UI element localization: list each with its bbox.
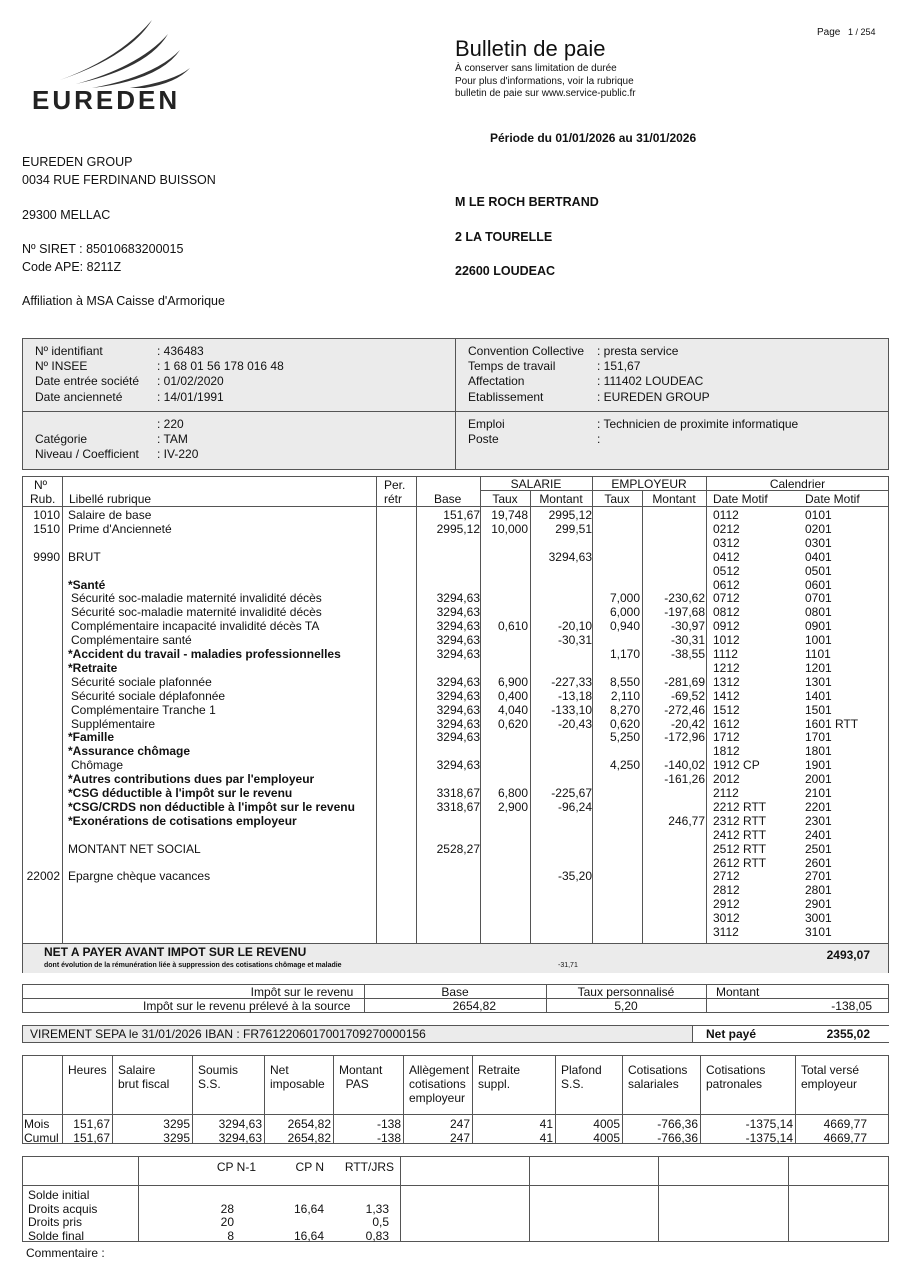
cumuls-header: imposable bbox=[270, 1077, 325, 1091]
calendar-date-1: 0712 bbox=[713, 591, 740, 606]
rubrique-code: 22002 bbox=[26, 869, 60, 884]
info-label: Emploi bbox=[468, 417, 505, 431]
conges-row-label: Droits pris bbox=[28, 1215, 83, 1230]
calendar-date-2: 2401 bbox=[805, 827, 832, 842]
cumuls-header: PAS bbox=[339, 1077, 369, 1091]
calendar-date-2: 2001 bbox=[805, 772, 832, 787]
rubrique-label: Complémentaire incapacité invalidité décès TA bbox=[71, 619, 320, 634]
rubrique-label: *Famille bbox=[68, 730, 115, 745]
cumuls-value: -766,36 bbox=[657, 1117, 698, 1131]
cumuls-header: S.S. bbox=[561, 1077, 584, 1091]
cumuls-value: 3294,63 bbox=[218, 1131, 262, 1145]
cumuls-header: S.S. bbox=[198, 1077, 221, 1091]
calendar-date-2: 2901 bbox=[805, 897, 832, 912]
conges-value: 20 bbox=[220, 1215, 234, 1230]
cumuls-header: suppl. bbox=[478, 1077, 511, 1091]
info-label bbox=[35, 417, 139, 432]
conges-row-label: Solde initial bbox=[28, 1188, 90, 1202]
col-header-taux: Taux bbox=[492, 492, 518, 506]
col-header-calendrier: Calendrier bbox=[769, 477, 826, 491]
cumuls-header: employeur bbox=[801, 1077, 858, 1091]
employeur-montant: -140,02 bbox=[664, 758, 705, 773]
col-header-date-motif: Date Motif bbox=[713, 492, 768, 506]
cumuls-value: 3294,63 bbox=[218, 1117, 262, 1131]
calendar-date-1: 0612 bbox=[713, 577, 740, 592]
employeur-taux: 5,250 bbox=[609, 730, 640, 745]
info-label: Affectation bbox=[468, 374, 525, 389]
cumuls-header: Plafond bbox=[561, 1063, 602, 1077]
employeur-montant: -20,42 bbox=[670, 716, 705, 731]
net-avant-impot-value: 2493,07 bbox=[826, 948, 870, 962]
info-label: Nº INSEE bbox=[35, 359, 88, 374]
cumuls-value: 4005 bbox=[593, 1131, 620, 1145]
employeur-montant: -69,52 bbox=[670, 688, 705, 703]
calendar-date-1: 2912 bbox=[713, 897, 740, 912]
employeur-montant: -30,31 bbox=[670, 633, 705, 648]
employer-line: 0034 RUE FERDINAND BUISSON bbox=[22, 173, 216, 187]
calendar-date-2: 2801 bbox=[805, 883, 832, 898]
base-value: 3294,63 bbox=[436, 591, 480, 606]
employer-line: EUREDEN GROUP bbox=[22, 155, 133, 169]
info-left-values bbox=[157, 344, 284, 405]
impot-header-montant: Montant bbox=[716, 985, 760, 999]
cumuls-header: Heures bbox=[68, 1063, 107, 1077]
company-logo bbox=[30, 18, 200, 113]
commentaire-label: Commentaire : bbox=[26, 1246, 105, 1260]
base-value: 3294,63 bbox=[436, 702, 480, 717]
info-right2-labels bbox=[468, 417, 505, 447]
rubrique-label: Complémentaire Tranche 1 bbox=[71, 702, 216, 717]
conges-value: 16,64 bbox=[293, 1201, 324, 1216]
salarie-taux: 6,900 bbox=[497, 674, 528, 689]
net-avant-impot-label: NET A PAYER AVANT IMPOT SUR LE REVENU bbox=[44, 945, 307, 959]
employeur-taux: 8,270 bbox=[609, 702, 640, 717]
employeur-taux: 6,000 bbox=[609, 605, 640, 620]
info-left2-values bbox=[157, 417, 198, 463]
cumuls-header: Allègement bbox=[409, 1063, 470, 1077]
employeur-montant: -272,46 bbox=[664, 702, 705, 717]
calendar-date-2: 2701 bbox=[805, 869, 832, 884]
calendar-date-1: 2512 RTT bbox=[713, 841, 767, 856]
cumuls-header: Cotisations bbox=[628, 1063, 688, 1077]
cumuls-header: patronales bbox=[706, 1077, 763, 1091]
rubrique-label: Sécurité sociale plafonnée bbox=[71, 674, 212, 689]
salarie-montant: -30,31 bbox=[557, 633, 592, 648]
cumuls-header: Total versé bbox=[801, 1063, 860, 1077]
rubrique-label: Complémentaire santé bbox=[71, 633, 192, 648]
col-header-date-motif-2: Date Motif bbox=[805, 492, 860, 506]
info-value: : bbox=[597, 432, 601, 447]
info-left-labels bbox=[35, 344, 139, 405]
cumuls-value: 2654,82 bbox=[287, 1117, 331, 1131]
info-value: : 1 68 01 56 178 016 48 bbox=[157, 359, 284, 374]
rubrique-label: Prime d'Ancienneté bbox=[68, 521, 172, 536]
salarie-taux: 10,000 bbox=[491, 521, 528, 536]
info-label: Poste bbox=[468, 432, 499, 447]
salarie-taux: 4,040 bbox=[497, 702, 528, 717]
calendar-date-1: 1512 bbox=[713, 702, 740, 717]
info-value: : 151,67 bbox=[597, 359, 641, 374]
info-label: Date ancienneté bbox=[35, 389, 123, 404]
calendar-date-1: 2412 RTT bbox=[713, 827, 767, 842]
salarie-montant: -13,18 bbox=[557, 688, 592, 703]
calendar-date-1: 0212 bbox=[713, 521, 740, 536]
base-value: 3294,63 bbox=[436, 633, 480, 648]
calendar-date-2: 1701 bbox=[805, 730, 832, 745]
net-paye-value: 2355,02 bbox=[826, 1027, 870, 1041]
col-header-base: Base bbox=[434, 492, 462, 506]
rubrique-label: *Retraite bbox=[68, 660, 118, 675]
calendar-date-2: 2601 bbox=[805, 855, 832, 870]
logo-text: EUREDEN bbox=[32, 85, 181, 115]
calendar-date-2: 1801 bbox=[805, 744, 832, 759]
employeur-montant: -197,68 bbox=[664, 605, 705, 620]
rubrique-label: *Santé bbox=[68, 577, 106, 592]
rubrique-label: *Autres contributions dues par l'employeur bbox=[68, 772, 315, 787]
net-paye-label: Net payé bbox=[706, 1027, 757, 1041]
employee-address1: 2 LA TOURELLE bbox=[455, 230, 553, 244]
info-right2-values bbox=[597, 417, 798, 447]
cumuls-value: -1375,14 bbox=[745, 1117, 793, 1131]
employeur-montant: -38,55 bbox=[670, 647, 705, 661]
info-value: : 436483 bbox=[157, 344, 204, 358]
employeur-montant: 246,77 bbox=[668, 813, 705, 828]
cumuls-value: -1375,14 bbox=[745, 1131, 793, 1145]
note-line: bulletin de paie sur www.service-public.fr bbox=[455, 88, 636, 99]
cumuls-value: 4669,77 bbox=[823, 1117, 867, 1131]
cumuls-row-label: Mois bbox=[24, 1117, 50, 1131]
period: Période du 01/01/2026 au 31/01/2026 bbox=[490, 131, 697, 145]
calendar-date-1: 3012 bbox=[713, 911, 740, 926]
conges-row-label: Solde final bbox=[28, 1229, 85, 1244]
base-value: 3294,63 bbox=[436, 716, 480, 731]
cumuls-header: Cotisations bbox=[706, 1063, 766, 1077]
calendar-date-2: 0301 bbox=[805, 535, 832, 550]
calendar-date-1: 2212 RTT bbox=[713, 799, 767, 814]
calendar-date-1: 1112 bbox=[713, 647, 738, 661]
info-value: : 111402 LOUDEAC bbox=[597, 374, 704, 389]
employer-line: Nº SIRET : 85010683200015 bbox=[22, 242, 184, 256]
conges-table bbox=[22, 1156, 889, 1242]
cumuls-header: salariales bbox=[628, 1077, 679, 1091]
calendar-date-1: 0112 bbox=[713, 508, 739, 522]
info-label: Niveau / Coefficient bbox=[35, 447, 139, 462]
employeur-montant: -30,97 bbox=[670, 619, 705, 634]
note-line: Pour plus d'informations, voir la rubrique bbox=[455, 75, 634, 87]
calendar-date-2: 2501 bbox=[805, 841, 832, 856]
info-label: Convention Collective bbox=[468, 344, 585, 358]
calendar-date-1: 2712 bbox=[713, 869, 740, 884]
salarie-taux: 19,748 bbox=[491, 508, 528, 522]
calendar-date-1: 0512 bbox=[713, 563, 740, 578]
base-value: 3294,63 bbox=[436, 688, 480, 703]
page-label: Page bbox=[817, 27, 841, 38]
calendar-date-1: 1212 bbox=[713, 660, 740, 675]
employeur-taux: 2,110 bbox=[610, 688, 640, 703]
col-header-salarie: SALARIE bbox=[510, 477, 562, 491]
conges-value: 28 bbox=[220, 1201, 234, 1216]
base-value: 3294,63 bbox=[436, 758, 480, 773]
cumuls-header: brut fiscal bbox=[118, 1077, 170, 1091]
calendar-date-2: 0101 bbox=[805, 508, 832, 522]
conges-value: 0,83 bbox=[365, 1229, 389, 1244]
salarie-taux: 6,800 bbox=[497, 786, 528, 800]
calendar-date-2: 0701 bbox=[805, 591, 832, 606]
col-header-emontant: Montant bbox=[652, 492, 696, 506]
calendar-date-2: 1401 bbox=[805, 688, 832, 703]
info-right-labels bbox=[468, 344, 584, 405]
calendar-date-2: 0601 bbox=[805, 577, 832, 592]
rubrique-label: *Exonérations de cotisations employeur bbox=[68, 813, 297, 828]
impot-header-taux: Taux personnalisé bbox=[577, 985, 675, 999]
cumuls-value: 247 bbox=[449, 1117, 470, 1131]
cumuls-value: 41 bbox=[539, 1131, 553, 1145]
cumuls-value: -766,36 bbox=[657, 1131, 698, 1145]
impot-montant: -138,05 bbox=[831, 999, 872, 1013]
cumuls-value: 4005 bbox=[593, 1117, 620, 1131]
cumuls-header: Soumis bbox=[198, 1063, 239, 1077]
calendar-date-2: 1501 bbox=[805, 702, 832, 717]
conges-value: 8 bbox=[227, 1229, 234, 1244]
salarie-taux: 0,620 bbox=[497, 716, 528, 731]
base-value: 3318,67 bbox=[436, 786, 480, 800]
info-value: : 220 bbox=[157, 417, 184, 431]
employer-line: Affiliation à MSA Caisse d'Armorique bbox=[22, 294, 225, 308]
calendar-date-2: 0501 bbox=[805, 563, 832, 578]
col-header-employeur: EMPLOYEUR bbox=[611, 477, 687, 491]
calendar-date-2: 0801 bbox=[805, 605, 832, 620]
cumuls-table bbox=[22, 1055, 889, 1144]
info-value: : 01/02/2020 bbox=[157, 374, 224, 389]
base-value: 2995,12 bbox=[436, 521, 480, 536]
info-label: Temps de travail bbox=[468, 359, 556, 374]
rubrique-label: *CSG/CRDS non déductible à l'impôt sur le revenu bbox=[68, 799, 355, 814]
rubrique-label: Chômage bbox=[71, 758, 124, 773]
cumuls-row-label: Cumul bbox=[24, 1131, 59, 1145]
cumuls-value: 4669,77 bbox=[823, 1131, 867, 1145]
cumuls-value: 151,67 bbox=[73, 1117, 110, 1131]
salarie-montant: -35,20 bbox=[557, 869, 592, 884]
col-header-libelle: Libellé rubrique bbox=[69, 492, 152, 506]
rubrique-label: Epargne chèque vacances bbox=[68, 869, 211, 884]
col-header-per: Per. bbox=[384, 478, 406, 492]
rubrique-label: Supplémentaire bbox=[71, 716, 156, 731]
calendar-date-1: 0812 bbox=[713, 605, 740, 620]
calendar-date-2: 3101 bbox=[805, 925, 832, 939]
employeur-montant: -281,69 bbox=[664, 674, 705, 689]
conges-header: CP N-1 bbox=[216, 1160, 256, 1174]
calendar-date-1: 1912 CP bbox=[713, 758, 760, 773]
calendar-date-1: 0312 bbox=[713, 535, 740, 550]
info-value: : Technicien de proximite informatique bbox=[597, 417, 799, 431]
col-header-montant: Montant bbox=[539, 492, 583, 506]
rubrique-label: *CSG déductible à l'impôt sur le revenu bbox=[68, 786, 293, 800]
employee-address2: 22600 LOUDEAC bbox=[455, 264, 556, 278]
info-label: Date entrée société bbox=[35, 374, 140, 389]
calendar-date-1: 1812 bbox=[713, 744, 740, 759]
rubrique-label: *Accident du travail - maladies professionnelles bbox=[68, 647, 341, 661]
impot-header-base: Base bbox=[441, 985, 469, 999]
cumuls-value: -138 bbox=[376, 1117, 401, 1131]
calendar-date-2: 1001 bbox=[805, 633, 832, 648]
salarie-montant: 299,51 bbox=[555, 521, 592, 536]
employeur-taux: 1,170 bbox=[609, 647, 640, 661]
calendar-date-1: 2612 RTT bbox=[713, 855, 767, 870]
employeur-taux: 0,620 bbox=[609, 716, 640, 731]
page-number: 1 / 254 bbox=[848, 27, 876, 37]
cumuls-value: 3295 bbox=[163, 1117, 190, 1131]
rubrique-label: Sécurité soc-maladie maternité invalidité décès bbox=[71, 605, 322, 620]
rubrique-code: 9990 bbox=[33, 549, 60, 564]
employeur-taux: 4,250 bbox=[609, 758, 640, 773]
calendar-date-1: 1012 bbox=[713, 633, 740, 648]
calendar-date-1: 1412 bbox=[713, 688, 740, 703]
info-value: : EUREDEN GROUP bbox=[597, 389, 710, 404]
salarie-montant: -96,24 bbox=[557, 799, 592, 814]
employeur-taux: 0,940 bbox=[609, 619, 640, 634]
info-value: : 14/01/1991 bbox=[157, 389, 224, 404]
conges-row-label: Droits acquis bbox=[28, 1201, 98, 1216]
cumuls-value: 151,67 bbox=[73, 1131, 110, 1145]
info-value: : IV-220 bbox=[157, 447, 199, 462]
document-title: Bulletin de paie bbox=[455, 36, 606, 61]
cumuls-header: employeur bbox=[409, 1091, 466, 1105]
conges-header: RTT/JRS bbox=[344, 1160, 394, 1174]
calendar-date-1: 0412 bbox=[713, 549, 740, 564]
cumuls-value: 2654,82 bbox=[287, 1131, 331, 1145]
note-line: À conserver sans limitation de durée bbox=[455, 63, 617, 74]
calendar-date-2: 2201 bbox=[805, 799, 832, 814]
employer-line: Code APE: 8211Z bbox=[22, 260, 122, 274]
header-notes bbox=[455, 63, 636, 101]
salarie-montant: 3294,63 bbox=[548, 549, 592, 564]
calendar-date-2: 1601 RTT bbox=[805, 716, 859, 731]
impot-taux: 5,20 bbox=[614, 999, 638, 1013]
salarie-montant: -20,10 bbox=[557, 619, 592, 634]
salarie-montant: 2995,12 bbox=[548, 508, 592, 522]
impot-base: 2654,82 bbox=[452, 999, 496, 1013]
conges-value: 1,33 bbox=[365, 1201, 389, 1216]
salarie-taux: 2,900 bbox=[497, 799, 528, 814]
info-right-values bbox=[597, 344, 710, 405]
base-value: 3294,63 bbox=[436, 605, 480, 620]
col-header-etaux: Taux bbox=[604, 492, 630, 506]
calendar-date-2: 1301 bbox=[805, 674, 832, 689]
impot-header: Impôt sur le revenu bbox=[250, 985, 354, 999]
calendar-date-2: 1201 bbox=[805, 660, 832, 675]
cumuls-header: Retraite bbox=[478, 1063, 521, 1077]
info-label: Nº identifiant bbox=[35, 344, 103, 358]
calendar-date-1: 2012 bbox=[713, 772, 740, 787]
conges-value: 16,64 bbox=[293, 1229, 324, 1244]
cumuls-value: 41 bbox=[539, 1117, 553, 1131]
col-header-num: Nº bbox=[34, 478, 48, 492]
calendar-date-2: 0401 bbox=[805, 549, 832, 564]
calendar-date-2: 3001 bbox=[805, 911, 832, 926]
calendar-date-1: 1712 bbox=[713, 730, 740, 745]
col-header-rub: Rub. bbox=[30, 492, 56, 506]
conges-value: 0,5 bbox=[372, 1215, 389, 1230]
rubrique-label: *Assurance chômage bbox=[68, 744, 191, 759]
rubrique-label: Salaire de base bbox=[68, 508, 152, 522]
info-label: Catégorie bbox=[35, 432, 88, 447]
base-value: 3294,63 bbox=[436, 647, 480, 661]
impot-row-label: Impôt sur le revenu prélevé à la source bbox=[143, 999, 351, 1013]
calendar-date-2: 2101 bbox=[805, 786, 832, 800]
calendar-date-2: 1901 bbox=[805, 758, 832, 773]
employee-name: M LE ROCH BERTRAND bbox=[455, 195, 599, 209]
base-value: 3294,63 bbox=[436, 674, 480, 689]
rubrique-label: MONTANT NET SOCIAL bbox=[68, 841, 201, 856]
virement-text: VIREMENT SEPA le 31/01/2026 IBAN : FR7612206017001709270000156 bbox=[30, 1027, 426, 1041]
employeur-montant: -230,62 bbox=[664, 591, 705, 606]
cumuls-value: -138 bbox=[376, 1131, 401, 1145]
calendar-date-1: 1312 bbox=[713, 674, 740, 689]
cumuls-value: 247 bbox=[449, 1131, 470, 1145]
rubrique-code: 1510 bbox=[33, 521, 60, 536]
calendar-date-2: 1101 bbox=[805, 647, 831, 661]
logo-swoosh-icon bbox=[30, 18, 200, 88]
salarie-montant: -227,33 bbox=[551, 674, 592, 689]
calendar-date-1: 2112 bbox=[713, 786, 739, 800]
base-value: 3294,63 bbox=[436, 730, 480, 745]
calendar-date-2: 0901 bbox=[805, 619, 832, 634]
salarie-montant: -133,10 bbox=[551, 702, 592, 717]
calendar-date-1: 2812 bbox=[713, 883, 740, 898]
net-avant-impot-sub-label: dont évolution de la rémunération liée à suppression des cotisations chômage et maladie bbox=[44, 962, 342, 969]
employeur-montant: -161,26 bbox=[664, 772, 705, 787]
cumuls-value: 3295 bbox=[163, 1131, 190, 1145]
cumuls-header: Net bbox=[270, 1063, 289, 1077]
employeur-taux: 7,000 bbox=[609, 591, 640, 606]
net-avant-impot-sub-value: -31,71 bbox=[558, 962, 578, 969]
cumuls-header: Salaire bbox=[118, 1063, 156, 1077]
info-value: : presta service bbox=[597, 344, 679, 358]
calendar-date-1: 1612 bbox=[713, 716, 740, 731]
rubrique-code: 1010 bbox=[33, 508, 60, 522]
salarie-taux: 0,400 bbox=[497, 688, 528, 703]
salarie-montant: -225,67 bbox=[551, 786, 592, 800]
employeur-taux: 8,550 bbox=[609, 674, 640, 689]
calendar-date-1: 2312 RTT bbox=[713, 813, 767, 828]
rubrique-label: BRUT bbox=[68, 549, 101, 564]
rubrique-label: Sécurité soc-maladie maternité invalidité décès bbox=[71, 591, 322, 606]
base-value: 151,67 bbox=[443, 508, 480, 522]
info-left2-labels bbox=[35, 417, 139, 463]
calendar-date-2: 2301 bbox=[805, 813, 832, 828]
employeur-montant: -172,96 bbox=[664, 730, 705, 745]
employer-line: 29300 MELLAC bbox=[22, 208, 111, 222]
col-header-retr: rétr bbox=[384, 492, 402, 506]
base-value: 2528,27 bbox=[436, 841, 480, 856]
base-value: 3294,63 bbox=[436, 619, 480, 634]
rubrique-label: Sécurité sociale déplafonnée bbox=[71, 688, 226, 703]
cumuls-header: cotisations bbox=[409, 1077, 466, 1091]
info-label: Etablissement bbox=[468, 389, 544, 404]
salarie-montant: -20,43 bbox=[557, 716, 592, 731]
calendar-date-1: 0912 bbox=[713, 619, 740, 634]
base-value: 3318,67 bbox=[436, 799, 480, 814]
conges-header: CP N bbox=[295, 1160, 324, 1174]
calendar-date-1: 3112 bbox=[713, 925, 739, 939]
info-value: : TAM bbox=[157, 432, 188, 447]
salarie-taux: 0,610 bbox=[497, 619, 528, 634]
cumuls-header: Montant bbox=[339, 1063, 383, 1077]
calendar-date-2: 0201 bbox=[805, 521, 832, 536]
